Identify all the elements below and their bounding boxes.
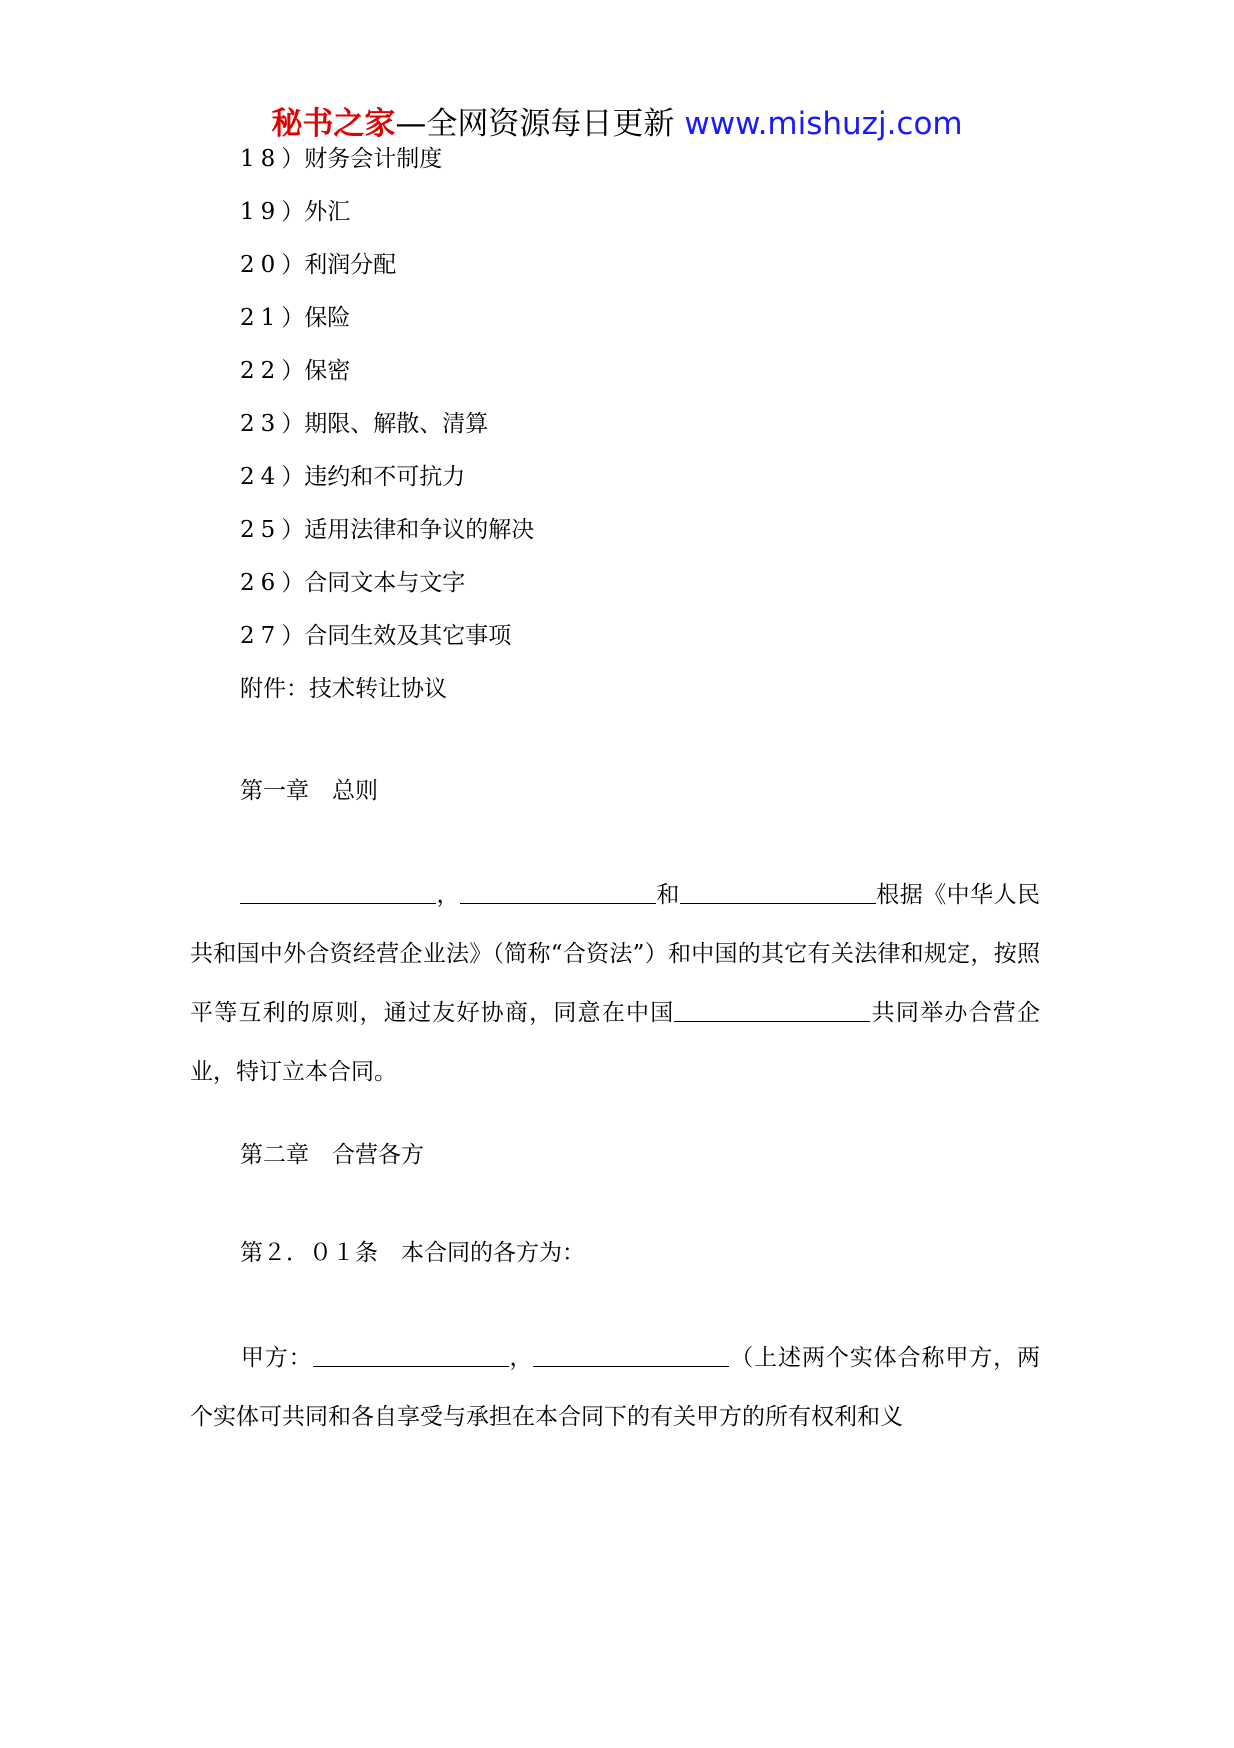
- toc-item-number: 21: [240, 305, 282, 331]
- blank-field-party-a-2: [533, 1342, 729, 1367]
- blank-field-party-a-1: [313, 1342, 509, 1367]
- toc-item-number: 25: [240, 517, 282, 543]
- conjunction: 和: [655, 882, 680, 908]
- party-a-paragraph: [190, 1329, 1040, 1447]
- toc-item-number: 23: [240, 411, 282, 437]
- blank-field-party-2: [460, 879, 656, 904]
- article-2-01: 第２．０１条 本合同的各方为：: [240, 1240, 585, 1266]
- chapter-1-text-a: 根据《中华人民共和国中外合资经营企业法》（简称“合资法”）和中国的其它有关法律和规定，按照平等互利的原则，通过友好协商，同意在中国: [190, 882, 1041, 1026]
- chapter-2-title: 第二章 合营各方: [240, 1142, 424, 1168]
- toc-item: [240, 515, 534, 545]
- blank-field-party-3: [680, 879, 876, 904]
- punctuation: ，: [436, 882, 460, 908]
- toc-item-label: ）违约和不可抗力: [281, 464, 466, 490]
- toc-item-number: 22: [240, 358, 282, 384]
- toc-item-number: 24: [240, 464, 282, 490]
- toc-item-label: ）保险: [281, 305, 351, 331]
- toc-item-label: ）适用法律和争议的解决: [281, 517, 535, 543]
- toc-item: [240, 197, 350, 227]
- party-a-text: （上述两个实体合称甲方，两个实体可共同和各自享受与承担在本合同下的有关甲方的所有权利和义: [190, 1345, 1041, 1430]
- toc-item-label: ）外汇: [281, 199, 351, 225]
- toc-item-number: 26: [240, 570, 282, 596]
- toc-item: [240, 462, 465, 492]
- toc-item: [240, 144, 442, 174]
- toc-item-label: ）期限、解散、清算: [281, 411, 489, 437]
- toc-item-number: 18: [240, 146, 282, 172]
- party-a-label: 甲方：: [240, 1345, 313, 1371]
- toc-item: [240, 568, 465, 598]
- chapter-1-text-b: 共同举办合营企业，特订立本合同。: [190, 1000, 1041, 1085]
- toc-item-number: 27: [240, 623, 282, 649]
- toc-item: [240, 409, 488, 439]
- toc-item-label: ）利润分配: [281, 252, 397, 278]
- toc-item-number: 20: [240, 252, 282, 278]
- site-url-link[interactable]: www.mishuzj.com: [684, 106, 963, 142]
- blank-field-location: [674, 997, 870, 1022]
- toc-item-label: ）保密: [281, 358, 351, 384]
- toc-item: [240, 250, 396, 280]
- toc-item: [240, 621, 511, 651]
- toc-item: [240, 356, 350, 386]
- toc-item: [240, 303, 350, 333]
- site-header: [0, 104, 1234, 144]
- blank-field-party-1: [240, 879, 436, 904]
- chapter-1-paragraph: [190, 866, 1040, 1102]
- toc-item-label: ）合同生效及其它事项: [281, 623, 512, 649]
- toc-item-label: ）合同文本与文字: [281, 570, 466, 596]
- header-tagline: —全网资源每日更新: [395, 106, 675, 142]
- attachment-line: 附件：技术转让协议: [240, 676, 447, 702]
- brand-name: 秘书之家: [271, 106, 396, 142]
- punctuation: ，: [508, 1345, 534, 1371]
- toc-item-label: ）财务会计制度: [281, 146, 443, 172]
- chapter-1-title: 第一章 总则: [240, 778, 378, 804]
- toc-item-number: 19: [240, 199, 282, 225]
